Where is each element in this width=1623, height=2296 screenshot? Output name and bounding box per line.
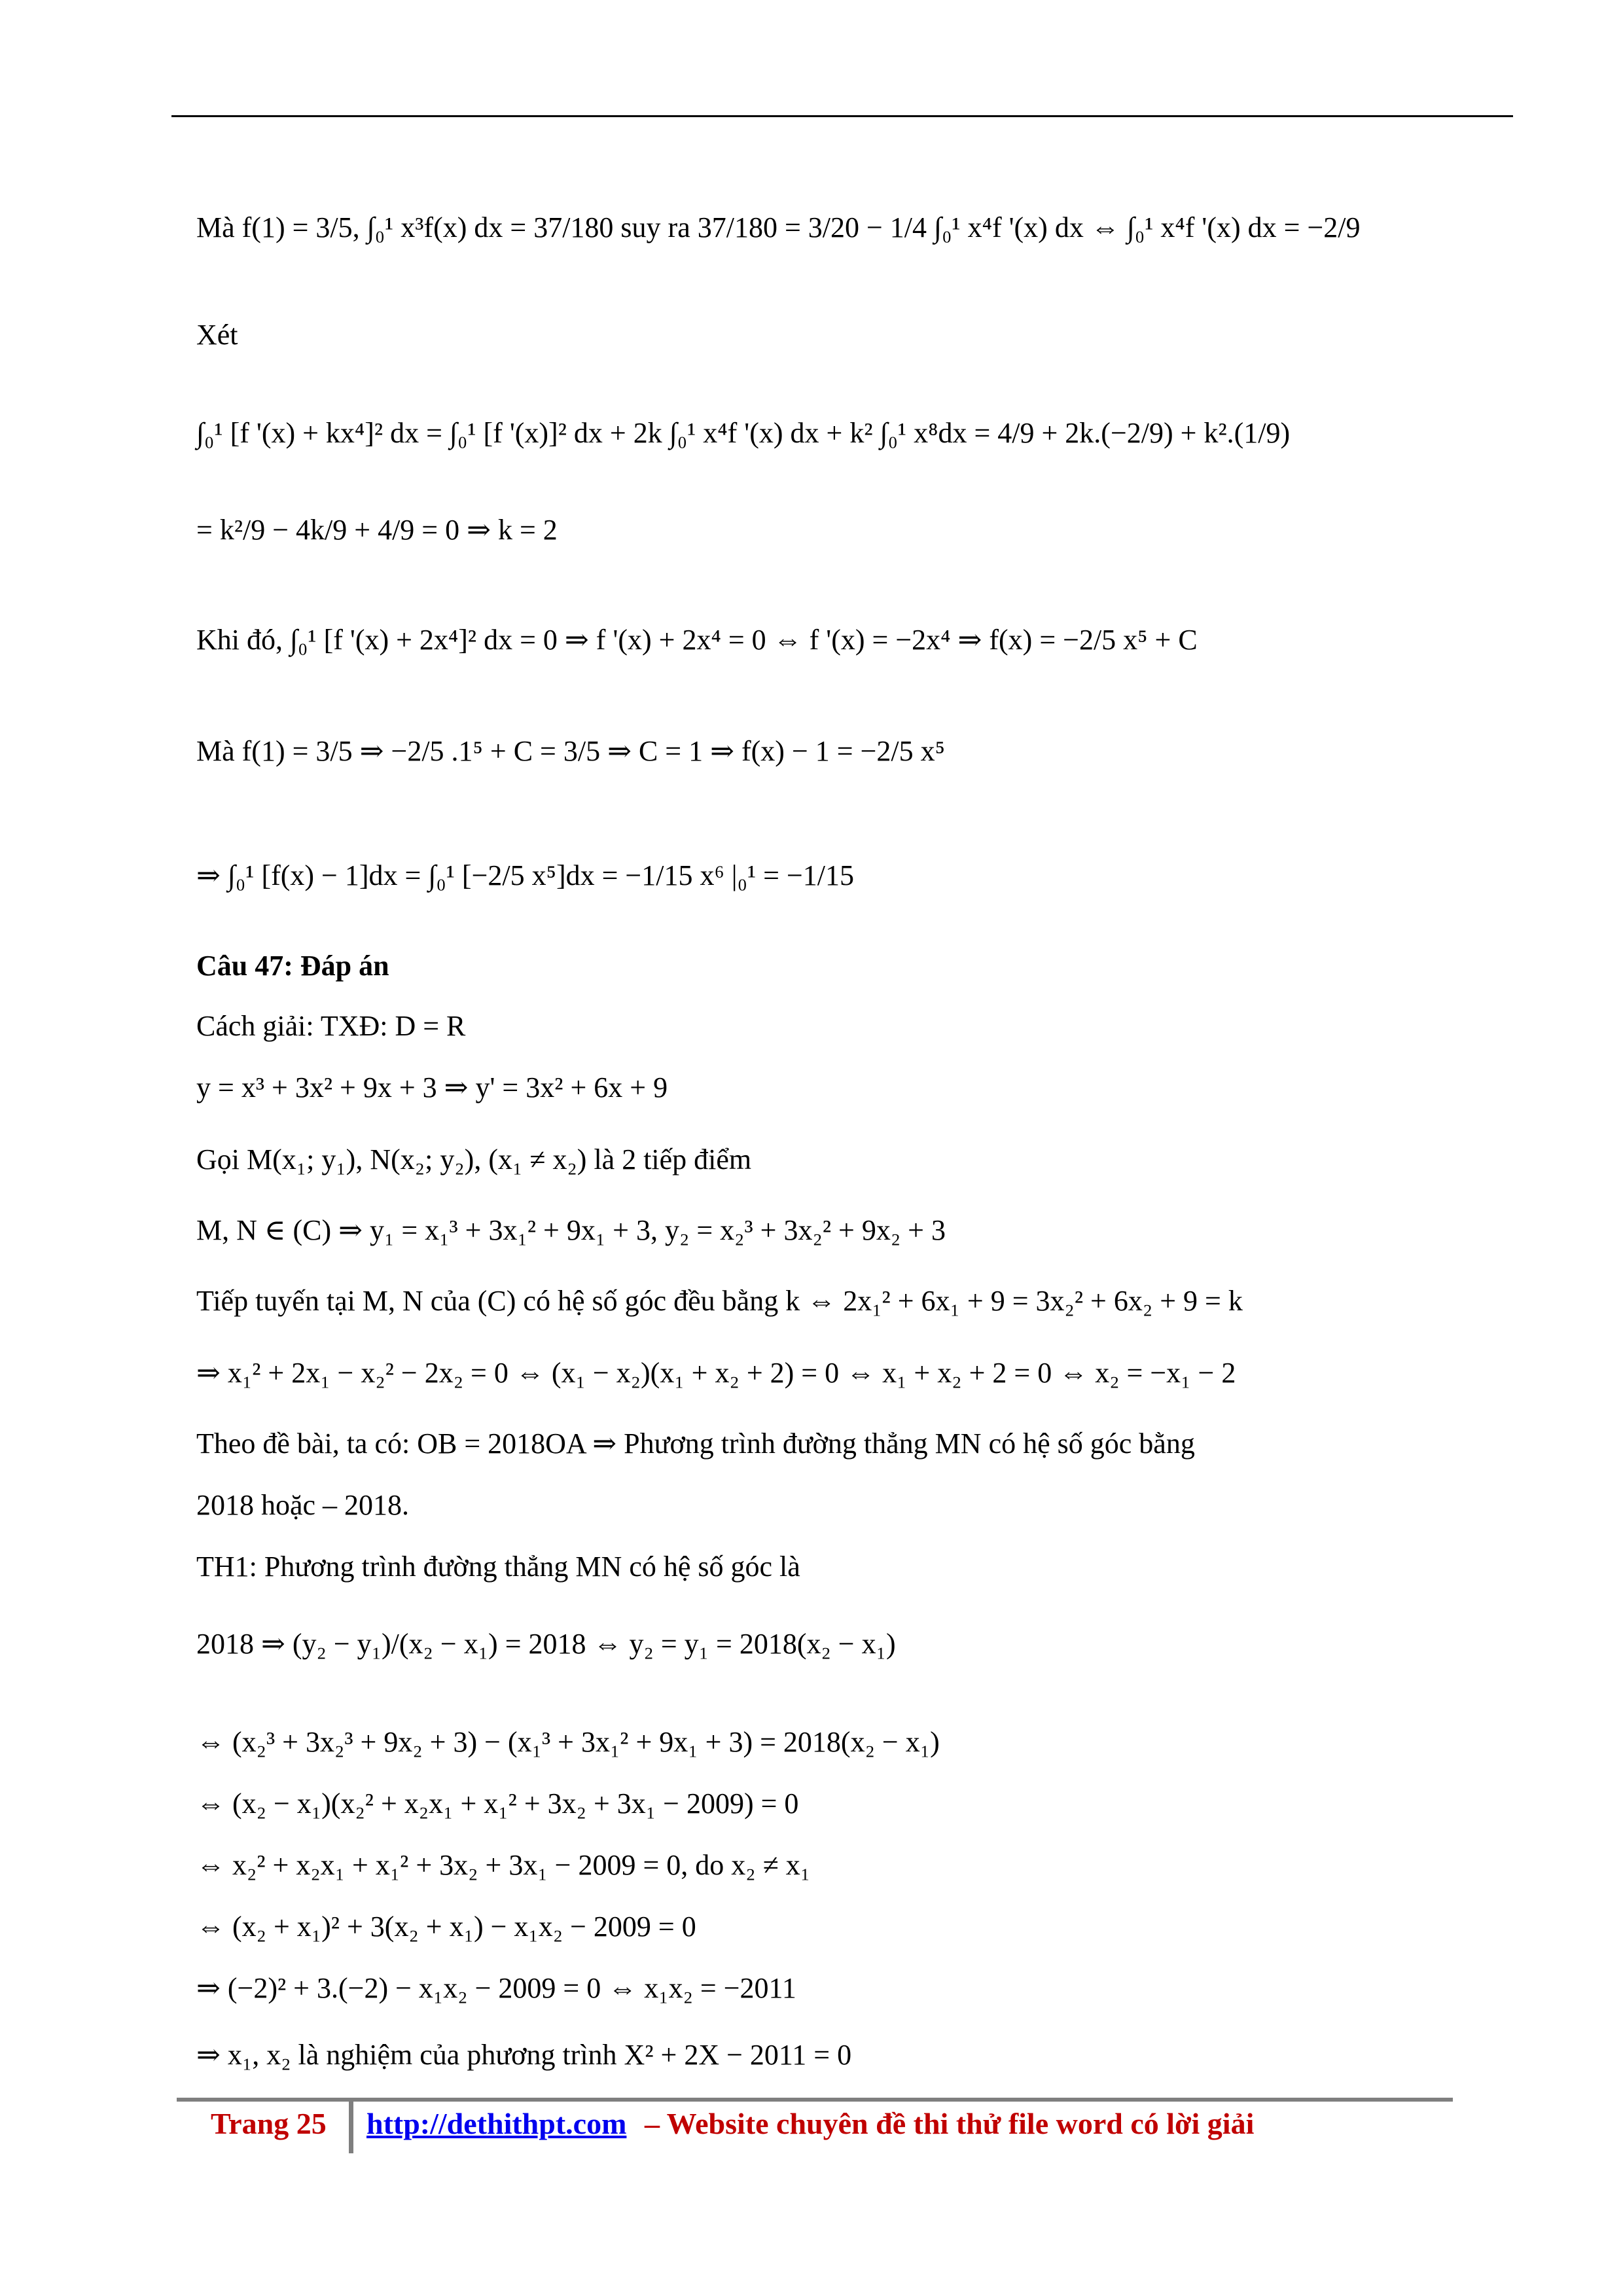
text-line-4: Theo đề bài, ta có: OB = 2018OA ⇒ Phương trình đường thẳng MN có hệ số góc bằng <box>196 1427 1195 1460</box>
text-line-6: TH1: Phương trình đường thẳng MN có hệ số góc là <box>196 1551 800 1583</box>
text-line-1: Cách giải: TXĐ: D = R <box>196 1010 466 1042</box>
footer-separator <box>349 2100 353 2153</box>
page-number: Trang 25 <box>211 2107 327 2140</box>
eq-line-10: 2018 ⇒ (y₂ − y₁)/(x₂ − x₁) = 2018 ⇔ y₂ = y₁ = 2018(x₂ − x₁) <box>196 1628 896 1660</box>
eq-line-2: ∫₀¹ [f '(x) + kx⁴]² dx = ∫₀¹ [f '(x)]² dx + 2k ∫₀¹ x⁴f '(x) dx + k² ∫₀¹ x⁸dx = 4/9 + 2k.(−2/9) + k².(1/9) <box>196 417 1291 449</box>
footer-rule <box>177 2098 1453 2102</box>
eq-line-6: ⇒ ∫₀¹ [f(x) − 1]dx = ∫₀¹ [−2/5 x⁵]dx = −1/15 x⁶ |₀¹ = −1/15 <box>196 859 854 891</box>
text-line-5: 2018 hoặc – 2018. <box>196 1489 410 1521</box>
eq-line-12: ⇔ (x₂ − x₁)(x₂² + x₂x₁ + x₁² + 3x₂ + 3x₁ − 2009) = 0 <box>196 1787 799 1820</box>
text-line-3: Tiếp tuyến tại M, N của (C) có hệ số góc đều bằng k ⇔ 2x₁² + 6x₁ + 9 = 3x₂² + 6x₂ + 9 = k <box>196 1285 1243 1317</box>
eq-line-11: ⇔ (x₂³ + 3x₂³ + 9x₂ + 3) − (x₁³ + 3x₁² + 9x₁ + 3) = 2018(x₂ − x₁) <box>196 1726 940 1758</box>
header-rule <box>171 115 1513 117</box>
eq-line-9: ⇒ x₁² + 2x₁ − x₂² − 2x₂ = 0 ⇔ (x₁ − x₂)(x₁ + x₂ + 2) = 0 ⇔ x₁ + x₂ + 2 = 0 ⇔ x₂ = −x₁ − 2 <box>196 1357 1236 1389</box>
eq-line-16: ⇒ x₁, x₂ là nghiệm của phương trình X² + 2X − 2011 = 0 <box>196 2039 852 2071</box>
question-heading: Câu 47: Đáp án <box>196 950 389 982</box>
text-line-2: Gọi M(x₁; y₁), N(x₂; y₂), (x₁ ≠ x₂) là 2 tiếp điểm <box>196 1143 752 1175</box>
eq-line-4: Khi đó, ∫₀¹ [f '(x) + 2x⁴]² dx = 0 ⇒ f '(x) + 2x⁴ = 0 ⇔ f '(x) = −2x⁴ ⇒ f(x) = −2/5 x⁵ + C <box>196 624 1198 656</box>
eq-line-1: Mà f(1) = 3/5, ∫₀¹ x³f(x) dx = 37/180 suy ra 37/180 = 3/20 − 1/4 ∫₀¹ x⁴f '(x) dx ⇔ ∫₀¹ x⁴f '(x) dx = −2/9 <box>196 211 1361 243</box>
eq-line-5: Mà f(1) = 3/5 ⇒ −2/5 .1⁵ + C = 3/5 ⇒ C = 1 ⇒ f(x) − 1 = −2/5 x⁵ <box>196 735 945 767</box>
eq-line-8: M, N ∈ (C) ⇒ y₁ = x₁³ + 3x₁² + 9x₁ + 3, y₂ = x₂³ + 3x₂² + 9x₂ + 3 <box>196 1214 946 1246</box>
website-tagline: – Website chuyên đề thi thử file word có lời giải <box>645 2107 1255 2140</box>
eq-line-13: ⇔ x₂² + x₂x₁ + x₁² + 3x₂ + 3x₁ − 2009 = 0, do x₂ ≠ x₁ <box>196 1849 811 1881</box>
website-link[interactable]: http://dethithpt.com <box>366 2107 627 2140</box>
eq-line-3: = k²/9 − 4k/9 + 4/9 = 0 ⇒ k = 2 <box>196 514 558 546</box>
eq-line-14: ⇔ (x₂ + x₁)² + 3(x₂ + x₁) − x₁x₂ − 2009 = 0 <box>196 1910 696 1943</box>
text-xet: Xét <box>196 319 238 351</box>
eq-line-15: ⇒ (−2)² + 3.(−2) − x₁x₂ − 2009 = 0 ⇔ x₁x₂ = −2011 <box>196 1972 796 2004</box>
eq-line-7: y = x³ + 3x² + 9x + 3 ⇒ y' = 3x² + 6x + 9 <box>196 1071 668 1103</box>
